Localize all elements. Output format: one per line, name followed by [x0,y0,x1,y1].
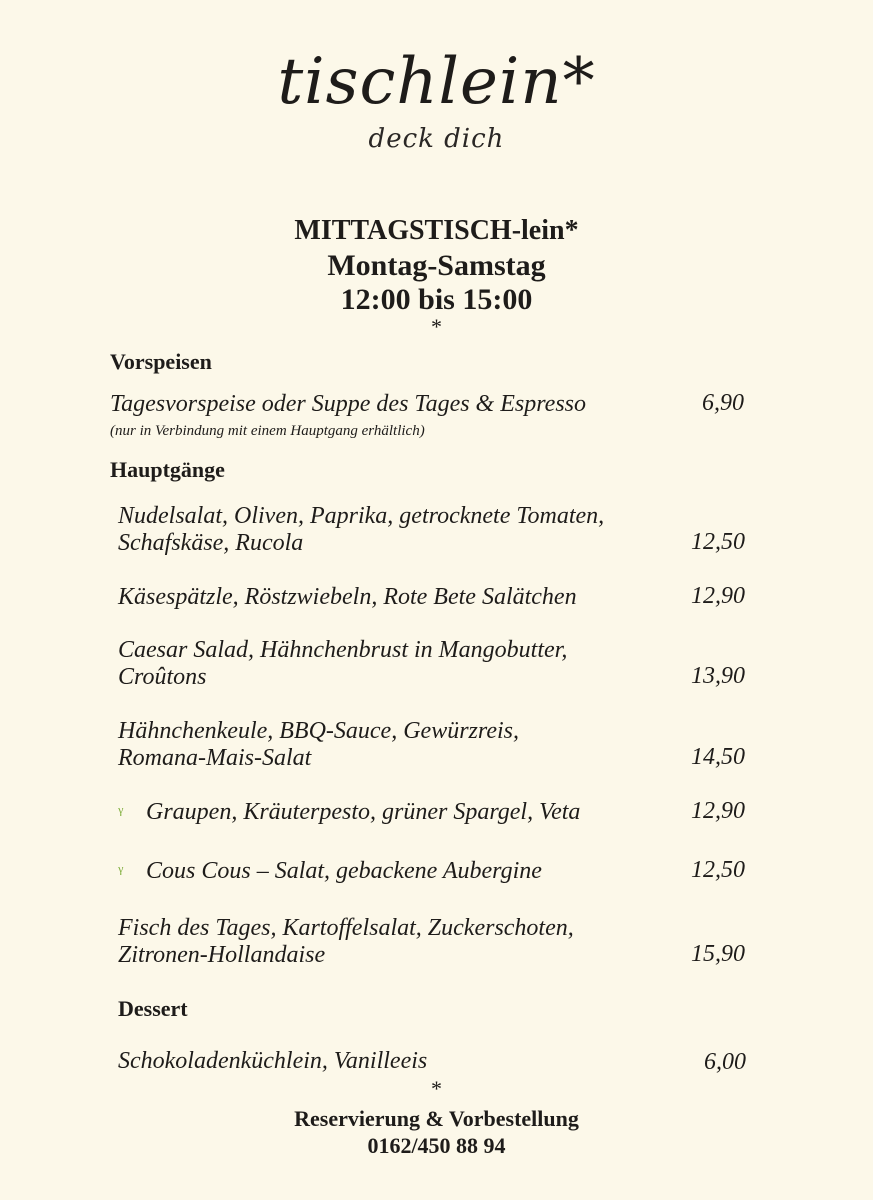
menu-item-price: 14,50 [691,744,745,770]
section-heading-hauptgaenge: Hauptgänge [110,457,225,482]
reservation-label: Reservierung & Vorbestellung [294,1106,579,1131]
phone-number: 0162/450 88 94 [367,1133,506,1158]
menu-item-note: (nur in Verbindung mit einem Hauptgang erhältlich) [110,423,425,439]
menu-hours: 12:00 bis 15:00 [340,283,533,316]
menu-item-name: Cous Cous – Salat, gebackene Aubergine [146,858,542,884]
menu-item-name: Schokoladenküchlein, Vanilleeis [118,1048,428,1074]
sprout-icon: ᵞ [118,802,124,824]
menu-item-name: Nudelsalat, Oliven, Paprika, getrocknete Tomaten, [118,503,605,529]
menu-item-vegetarian [118,798,580,827]
menu-item-name-continued: Zitronen-Hollandaise [118,942,326,968]
menu-item-price: 13,90 [691,663,745,689]
restaurant-logo: tischlein* [277,45,596,119]
menu-item-price: 12,50 [691,857,745,883]
footer-divider: * [431,1076,442,1101]
menu-item-price: 6,90 [702,390,744,416]
section-heading-vorspeisen: Vorspeisen [110,349,212,374]
menu-item-name: Fisch des Tages, Kartoffelsalat, Zuckerschoten, [118,915,574,941]
section-heading-dessert: Dessert [118,996,188,1021]
header-divider: * [431,314,442,339]
restaurant-tagline: deck dich [368,124,505,154]
menu-item-name: Caesar Salad, Hähnchenbrust in Mangobutter, [118,637,568,663]
menu-days: Montag-Samstag [327,249,546,282]
menu-item-price: 6,00 [704,1049,746,1075]
menu-item-name-continued: Schafskäse, Rucola [118,530,304,556]
sprout-icon: ᵞ [118,861,124,883]
menu-item-vegetarian [118,857,542,886]
menu-title: MITTAGSTISCH-lein* [294,215,579,246]
menu-item-price: 15,90 [691,941,745,967]
menu-item-name: Tagesvorspeise oder Suppe des Tages & Espresso [110,391,587,417]
menu-item-name-continued: Romana-Mais-Salat [118,745,312,771]
menu-item-name: Graupen, Kräuterpesto, grüner Spargel, Veta [146,799,581,825]
menu-item-price: 12,50 [691,529,745,555]
menu-item-name: Käsespätzle, Röstzwiebeln, Rote Bete Salätchen [118,584,577,610]
menu-item-name-continued: Croûtons [118,664,207,690]
menu-item-name: Hähnchenkeule, BBQ-Sauce, Gewürzreis, [118,718,519,744]
menu-item-price: 12,90 [691,798,745,824]
menu-item-price: 12,90 [691,583,745,609]
